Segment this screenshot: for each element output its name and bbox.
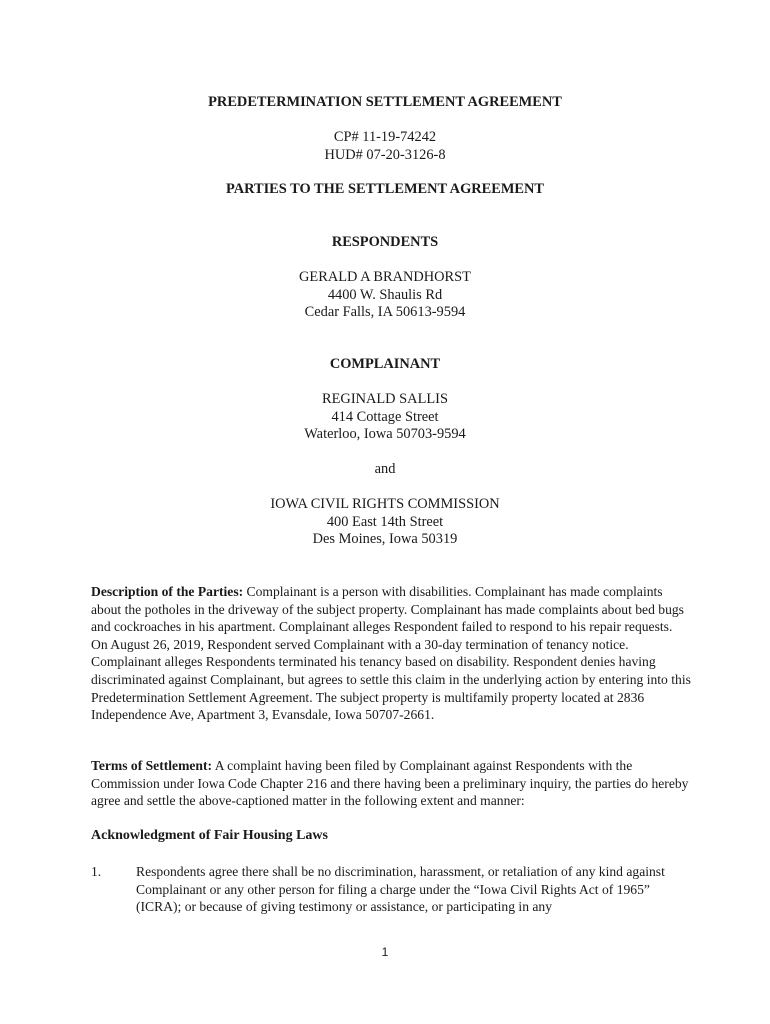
respondent-address-line2: Cedar Falls, IA 50613-9594 bbox=[304, 304, 466, 320]
respondents-heading: RESPONDENTS bbox=[331, 234, 439, 250]
respondent-address-line1: 4400 W. Shaulis Rd bbox=[327, 287, 443, 303]
item-text: Respondents agree there shall be no discrimination, harassment, or retaliation of any kind against Complainant or any other person for filing a charge under the “Iowa Civil Rights Act of 1965” (ICRA); or because of giving testimony or assistance, or participating in any bbox=[136, 864, 665, 915]
complainant-heading: COMPLAINANT bbox=[329, 356, 441, 372]
page-number: 1 bbox=[381, 945, 389, 959]
commission-address-line1: 400 East 14th Street bbox=[326, 514, 444, 530]
description-text: Complainant is a person with disabilities. Complainant has made complaints about the potholes in the driveway of the subject property. Complainant has made complaints about bed bugs and cockroaches in his apartment. Complainant alleges Respondent failed to respond to his repair requests. On August 26, 2019, Respondent served Complainant with a 30-day termination of tenancy notice. Complainant alleges Respondents terminated his tenancy based on disability. Respondent denies having discriminated against Complainant, but agrees to settle this claim in the underlying action by entering into this Predetermination Settlement Agreement. The subject property is multifamily property located at 2836 Independence Ave, Apartment 3, Evansdale, Iowa 50707-2661. bbox=[91, 584, 691, 723]
description-paragraph bbox=[91, 583, 691, 724]
respondent-name: GERALD A BRANDHORST bbox=[299, 269, 471, 285]
parties-heading: PARTIES TO THE SETTLEMENT AGREEMENT bbox=[225, 181, 545, 197]
terms-paragraph bbox=[91, 757, 691, 810]
hud-number: HUD# 07-20-3126-8 bbox=[324, 147, 446, 163]
terms-text: A complaint having been filed by Complainant against Respondents with the Commission under Iowa Code Chapter 216 and there having been a preliminary inquiry, the parties do hereby agree and settle the above-captioned matter in the following extent and manner: bbox=[91, 758, 689, 809]
commission-address-line2: Des Moines, Iowa 50319 bbox=[312, 531, 458, 547]
complainant-address-line1: 414 Cottage Street bbox=[331, 409, 439, 425]
acknowledgment-heading: Acknowledgment of Fair Housing Laws bbox=[91, 828, 328, 843]
terms-label: Terms of Settlement: bbox=[91, 758, 213, 773]
and-text: and bbox=[374, 461, 396, 477]
description-label: Description of the Parties: bbox=[91, 584, 244, 599]
cp-number: CP# 11-19-74242 bbox=[333, 129, 437, 145]
document-title: PREDETERMINATION SETTLEMENT AGREEMENT bbox=[208, 94, 562, 110]
complainant-address-line2: Waterloo, Iowa 50703-9594 bbox=[304, 426, 466, 442]
item-number: 1. bbox=[91, 864, 102, 879]
commission-name: IOWA CIVIL RIGHTS COMMISSION bbox=[270, 496, 500, 512]
complainant-name: REGINALD SALLIS bbox=[322, 391, 448, 407]
